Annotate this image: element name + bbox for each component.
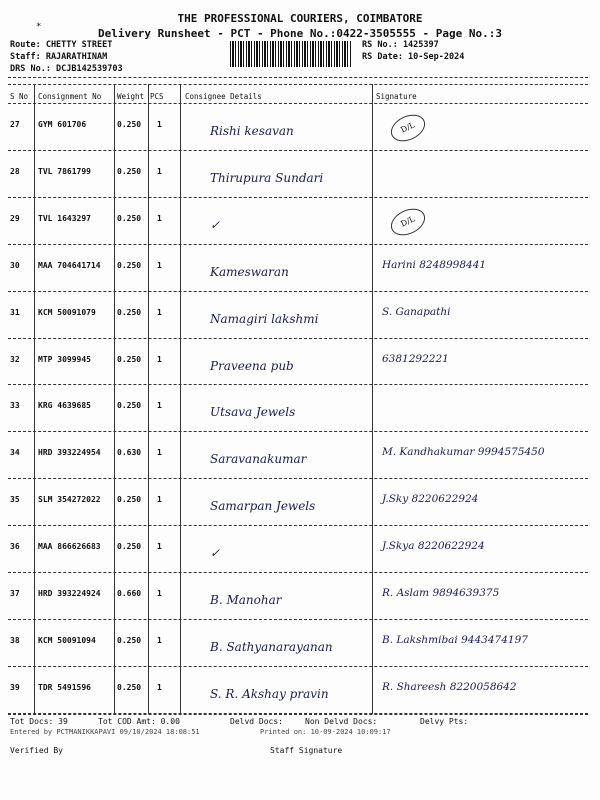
company-title: THE PROFESSIONAL COURIERS, COIMBATORE xyxy=(177,12,423,25)
staff-signature: Staff Signature xyxy=(270,746,343,755)
row-consignment: GYM 601706 xyxy=(38,120,87,129)
delvd-docs: Delvd Docs: xyxy=(230,717,283,726)
col-consignee: Consignee Details xyxy=(185,92,262,101)
row-sno: 33 xyxy=(10,401,20,411)
row-consignment: TVL 7861799 xyxy=(38,166,91,176)
row-weight: 0.250 xyxy=(117,542,142,552)
col-signature: Signature xyxy=(376,92,417,101)
row-pcs: 1 xyxy=(157,495,162,505)
row-sno: 39 xyxy=(10,682,20,692)
row-consignee: Namagiri lakshmi xyxy=(210,311,319,326)
row-divider xyxy=(8,431,588,432)
row-weight: 0.660 xyxy=(117,589,142,598)
entered-by: Entered by PCTMANIKKAPAVI 09/10/2024 18:08:51 xyxy=(10,728,200,736)
row-consignment: MAA 866626683 xyxy=(38,542,101,552)
row-consignment: KRG 4639685 xyxy=(38,401,91,411)
row-weight: 0.250 xyxy=(117,682,142,692)
row-sno: 30 xyxy=(10,260,20,270)
row-sno: 36 xyxy=(10,542,20,552)
divider xyxy=(8,84,588,85)
row-divider xyxy=(8,478,588,479)
row-pcs: 1 xyxy=(157,120,162,129)
row-pcs: 1 xyxy=(157,682,162,692)
row-signature: R. Shareesh 8220058642 xyxy=(382,680,517,693)
row-pcs: 1 xyxy=(157,635,162,645)
row-consignee: ✓ xyxy=(210,217,221,232)
row-sno: 37 xyxy=(10,589,20,598)
row-consignee: Utsava Jewels xyxy=(210,405,296,420)
row-consignee: Thirupura Sundari xyxy=(210,170,324,185)
row-consignment: HRD 393224924 xyxy=(38,589,101,598)
row-weight: 0.250 xyxy=(117,120,142,129)
row-pcs: 1 xyxy=(157,354,162,364)
row-consignee: Praveena pub xyxy=(210,358,294,373)
row-weight: 0.250 xyxy=(117,213,142,223)
col-sno: S No xyxy=(10,92,29,101)
row-consignment: TDR 5491596 xyxy=(38,682,91,692)
row-consignee: S. R. Akshay pravin xyxy=(210,686,329,701)
row-signature: S. Ganapathi xyxy=(382,305,451,318)
divider xyxy=(8,714,588,715)
row-consignee: Kameswaran xyxy=(210,264,289,279)
route-label: Route: CHETTY STREET xyxy=(10,40,113,50)
row-consignment: SLM 354272022 xyxy=(38,495,101,505)
row-pcs: 1 xyxy=(157,589,162,598)
row-sno: 29 xyxy=(10,213,20,223)
delivery-stamp: D/L xyxy=(387,110,430,147)
row-consignment: KCM 50091079 xyxy=(38,307,96,317)
rs-number: RS No.: 1425397 xyxy=(362,40,439,50)
row-signature: Harini 8248998441 xyxy=(382,258,487,271)
row-signature: B. Lakshmibai 9443474197 xyxy=(382,633,528,646)
row-signature: M. Kandhakumar 9994575450 xyxy=(382,446,545,459)
row-sno: 28 xyxy=(10,166,20,176)
row-consignee: B. Sathyanarayanan xyxy=(210,639,333,654)
col-weight: Weight xyxy=(117,92,145,101)
row-sno: 34 xyxy=(10,448,20,458)
row-weight: 0.250 xyxy=(117,307,142,317)
row-weight: 0.250 xyxy=(117,166,142,176)
row-divider xyxy=(8,150,588,151)
row-consignee: Rishi kesavan xyxy=(210,124,294,138)
row-pcs: 1 xyxy=(157,307,162,317)
row-signature: J.Sky 8220622924 xyxy=(382,493,479,506)
runsheet-subtitle: Delivery Runsheet - PCT - Phone No.:0422-3505555 - Page No.:3 xyxy=(98,27,502,40)
row-consignment: TVL 1643297 xyxy=(38,213,91,223)
barcode-image xyxy=(230,41,352,67)
rs-date: RS Date: 10-Sep-2024 xyxy=(362,52,465,62)
row-weight: 0.250 xyxy=(117,354,142,364)
row-weight: 0.250 xyxy=(117,401,142,411)
drs-number: DRS No.: DCJB142539703 xyxy=(10,64,123,74)
col-pcs: PCS xyxy=(150,92,164,101)
row-sno: 32 xyxy=(10,354,20,364)
divider xyxy=(8,77,588,78)
row-pcs: 1 xyxy=(157,542,162,552)
staff-label: Staff: RAJARATHINAM xyxy=(10,52,108,62)
row-sno: 38 xyxy=(10,635,20,645)
delivery-stamp: D/L xyxy=(387,203,430,240)
star-mark: * xyxy=(36,22,42,32)
row-divider xyxy=(8,338,588,339)
row-divider xyxy=(8,197,588,198)
row-consignment: MAA 704641714 xyxy=(38,260,101,270)
row-weight: 0.250 xyxy=(117,635,142,645)
row-weight: 0.630 xyxy=(117,448,142,458)
row-signature: J.Skya 8220622924 xyxy=(382,540,485,553)
row-consignee: Saravanakumar xyxy=(210,452,307,467)
row-divider xyxy=(8,666,588,667)
row-pcs: 1 xyxy=(157,166,162,176)
row-consignee: Samarpan Jewels xyxy=(210,499,316,514)
tot-cod: Tot COD Amt: 0.00 xyxy=(98,717,180,726)
row-consignment: HRD 393224954 xyxy=(38,448,101,458)
tot-docs: Tot Docs: 39 xyxy=(10,717,68,726)
row-weight: 0.250 xyxy=(117,260,142,270)
row-weight: 0.250 xyxy=(117,495,142,505)
row-signature: 6381292221 xyxy=(382,352,449,365)
delvy-pts: Delvy Pts: xyxy=(420,717,469,726)
divider xyxy=(8,103,588,104)
row-divider xyxy=(8,291,588,292)
printed-on: Printed on: 10-09-2024 10:09:17 xyxy=(260,728,391,736)
row-divider xyxy=(8,384,588,385)
row-consignment: KCM 50091094 xyxy=(38,635,96,645)
row-pcs: 1 xyxy=(157,213,162,223)
col-consignment: Consignment No xyxy=(38,92,102,101)
row-consignee: ✓ xyxy=(210,546,221,561)
non-delvd-docs: Non Delvd Docs: xyxy=(305,717,378,726)
row-sno: 27 xyxy=(10,120,20,129)
row-signature: R. Aslam 9894639375 xyxy=(382,587,500,599)
verified-by: Verified By xyxy=(10,746,63,755)
row-divider xyxy=(8,525,588,526)
row-divider xyxy=(8,572,588,573)
row-divider xyxy=(8,244,588,245)
row-pcs: 1 xyxy=(157,401,162,411)
row-pcs: 1 xyxy=(157,260,162,270)
row-pcs: 1 xyxy=(157,448,162,458)
row-sno: 31 xyxy=(10,307,20,317)
row-sno: 35 xyxy=(10,495,20,505)
row-divider xyxy=(8,619,588,620)
row-consignment: MTP 3099945 xyxy=(38,354,91,364)
row-consignee: B. Manohar xyxy=(210,593,282,607)
